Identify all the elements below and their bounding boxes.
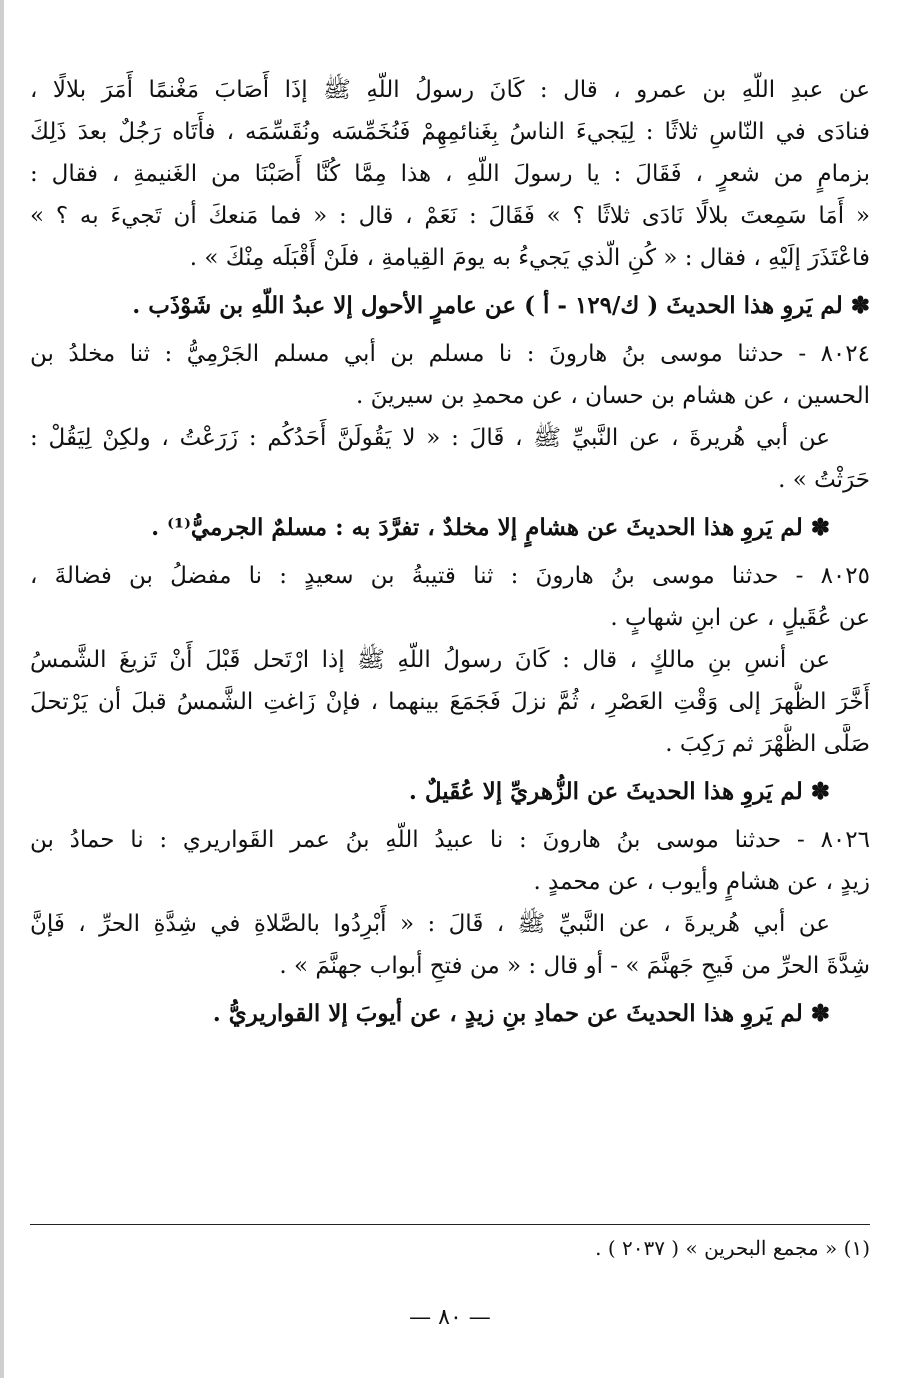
hadith-note: ✽ لم يَروِ هذا الحديثَ ( ك/١٢٩ - أ ) عن عامرٍ الأحول إلا عبدُ اللّهِ بن شَوْذَب .: [132, 292, 870, 319]
hadith-matn: عن أبي هُريرةَ ، عن النَّبيِّ ﷺ ، قَالَ : « لا يَقُولَنَّ أَحَدُكُم : زَرَعْتُ ، ولكِنْ لِيَقُلْ :: [30, 425, 830, 451]
hadith-note: ✽ لم يَروِ هذا الحديثَ عن حمادِ بنِ زيدٍ ، عن أيوبَ إلا القواريريُّ .: [212, 1000, 830, 1027]
text-line: بزمامٍ من شعرٍ ، فَقَالَ : يا رسولَ اللّهِ ، هذا مِمَّا كُنَّا أَصَبْنَا من الغَنيمةِ ، فقال :: [30, 161, 870, 187]
footnote: (١) « مجمع البحرين » ( ٢٠٣٧ ) .: [595, 1236, 870, 1260]
scan-edge: [0, 0, 4, 1378]
page-number: — ٨٠ —: [409, 1305, 491, 1330]
hadith-note: ✽ لم يَروِ هذا الحديثَ عن هشامٍ إلا مخلدٌ ، تفرَّدَ به : مسلمٌ الجرميُّ⁽¹⁾ .: [151, 514, 830, 541]
hadith-matn: عن أبي هُريرةَ ، عن النَّبيِّ ﷺ ، قَالَ : « أَبْرِدُوا بالصَّلاةِ في شِدَّةِ الحرِّ ، فَإنَّ: [30, 911, 830, 937]
document-page: [30, 70, 870, 1360]
text-line: أَخَّرَ الظُّهرَ إلى وَقْتِ العَصْرِ ، ثُمَّ نزلَ فَجَمَعَ بينهما ، فإنْ زَاغتِ الشَّمسُ قبلَ أن يَرْتحلَ: [30, 689, 870, 715]
hadith-isnad: ٨٠٢٥ - حدثنا موسى بنُ هارونَ : ثنا قتيبةُ بن سعيدٍ : نا مفضلُ بن فضالةَ ،: [30, 563, 870, 589]
hadith-isnad: ٨٠٢٦ - حدثنا موسى بنُ هارونَ : نا عبيدُ اللّهِ بنُ عمر القَواريري : نا حمادُ بن: [30, 827, 870, 853]
hadith-matn: عن أنسِ بنِ مالكٍ ، قال : كَانَ رسولُ اللّهِ ﷺ إذا ارْتَحل قَبْلَ أَنْ تَزيغَ الشَّمسُ: [30, 647, 830, 673]
text-line: عن عبدِ اللّهِ بن عمرو ، قال : كَانَ رسولُ اللّهِ ﷺ إذَا أَصَابَ مَغْنمًا أَمَرَ بلالًا ،: [30, 77, 870, 103]
text-line: فنادَى في النّاسِ ثلاثًا : لِيَجيءَ الناسُ بِغَنائمِهِمْ فَنُخَمِّسَه ونُقَسِّمَه ، فأَتَاه رَجُلٌ بعدَ ذَلِكَ: [30, 119, 870, 145]
text-line: « أَمَا سَمِعتَ بلالًا نَادَى ثلاثًا ؟ » فَقَالَ : نَعَمْ ، قال : « فما مَنعكَ أن تَجيءَ به ؟ »: [30, 203, 870, 229]
text-line: صَلَّى الظُّهْرَ ثم رَكِبَ .: [665, 731, 870, 757]
text-line: زيدٍ ، عن هشامٍ وأيوب ، عن محمدٍ .: [533, 869, 870, 895]
text-line: عن عُقَيلٍ ، عن ابنِ شهابٍ .: [610, 605, 870, 631]
text-line: فاعْتَذَرَ إلَيْهِ ، فقال : « كُنِ الّذي يَجيءُ به يومَ القِيامةِ ، فلَنْ أَقْبَلَه مِنْكَ » .: [189, 245, 870, 271]
text-line: الحسين ، عن هشام بن حسان ، عن محمدِ بن سيرينَ .: [356, 383, 870, 409]
footnote-rule: [30, 1224, 870, 1225]
text-line: شِدَّةَ الحرِّ من فَيحِ جَهنَّمَ » - أو قال : « من فتحِ أبواب جهنَّمَ » .: [279, 953, 870, 979]
hadith-note: ✽ لم يَروِ هذا الحديثَ عن الزُّهريِّ إلا عُقَيلٌ .: [408, 778, 830, 805]
text-line: حَرَثْتُ » .: [778, 467, 870, 493]
hadith-isnad: ٨٠٢٤ - حدثنا موسى بنُ هارونَ : نا مسلم بن أبي مسلم الجَرْمِيُّ : ثنا مخلدُ بن: [30, 341, 870, 367]
